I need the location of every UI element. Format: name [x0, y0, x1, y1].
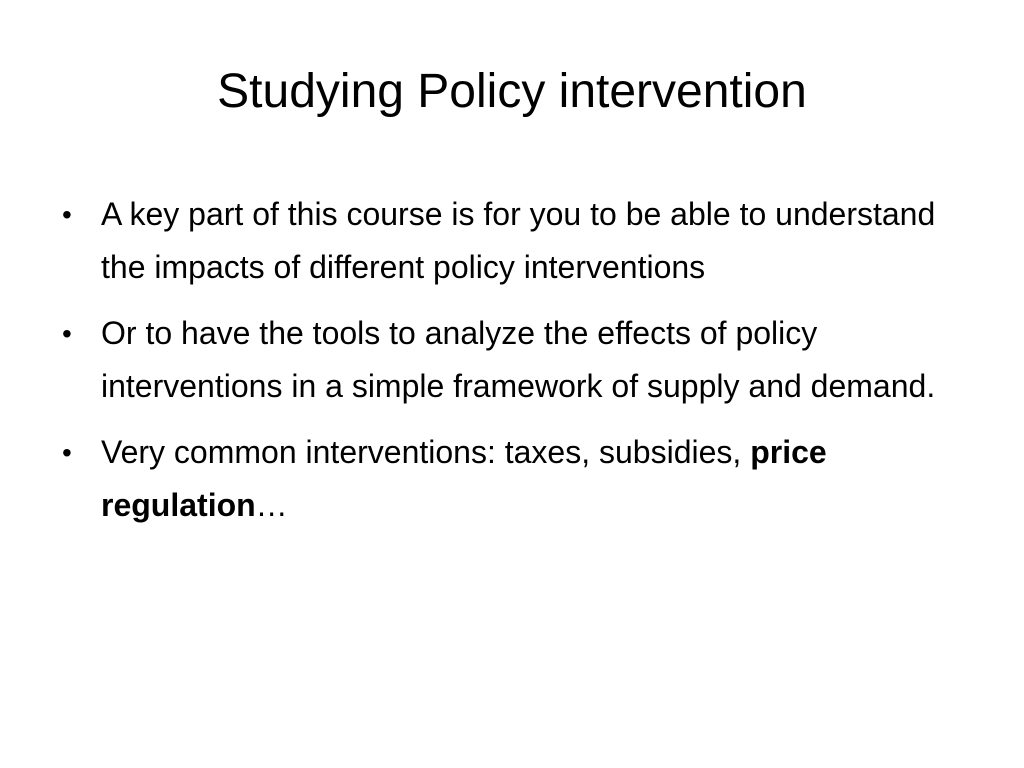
bullet-list: [60, 188, 960, 545]
bullet-text: Or to have the tools to analyze the effects of policy interventions in a simple framework of supply and demand.: [101, 315, 936, 404]
bullet-item-2: [60, 307, 960, 413]
bullet-dot-icon: •: [62, 318, 72, 349]
bullet-text: [101, 434, 827, 523]
bullet-text-plain: Very common interventions: taxes, subsidies,: [101, 434, 751, 470]
bullet-item-3: [60, 426, 960, 532]
slide-title: Studying Policy intervention: [217, 65, 807, 118]
bullet-text-bold: price regulation: [101, 434, 827, 523]
bullet-item-1: [60, 188, 960, 294]
bullet-dot-icon: •: [62, 437, 72, 468]
bullet-dot-icon: •: [62, 199, 72, 230]
bullet-text-ellipsis: …: [255, 487, 288, 523]
bullet-text: A key part of this course is for you to be able to understand the impacts of different policy interventions: [101, 196, 936, 285]
